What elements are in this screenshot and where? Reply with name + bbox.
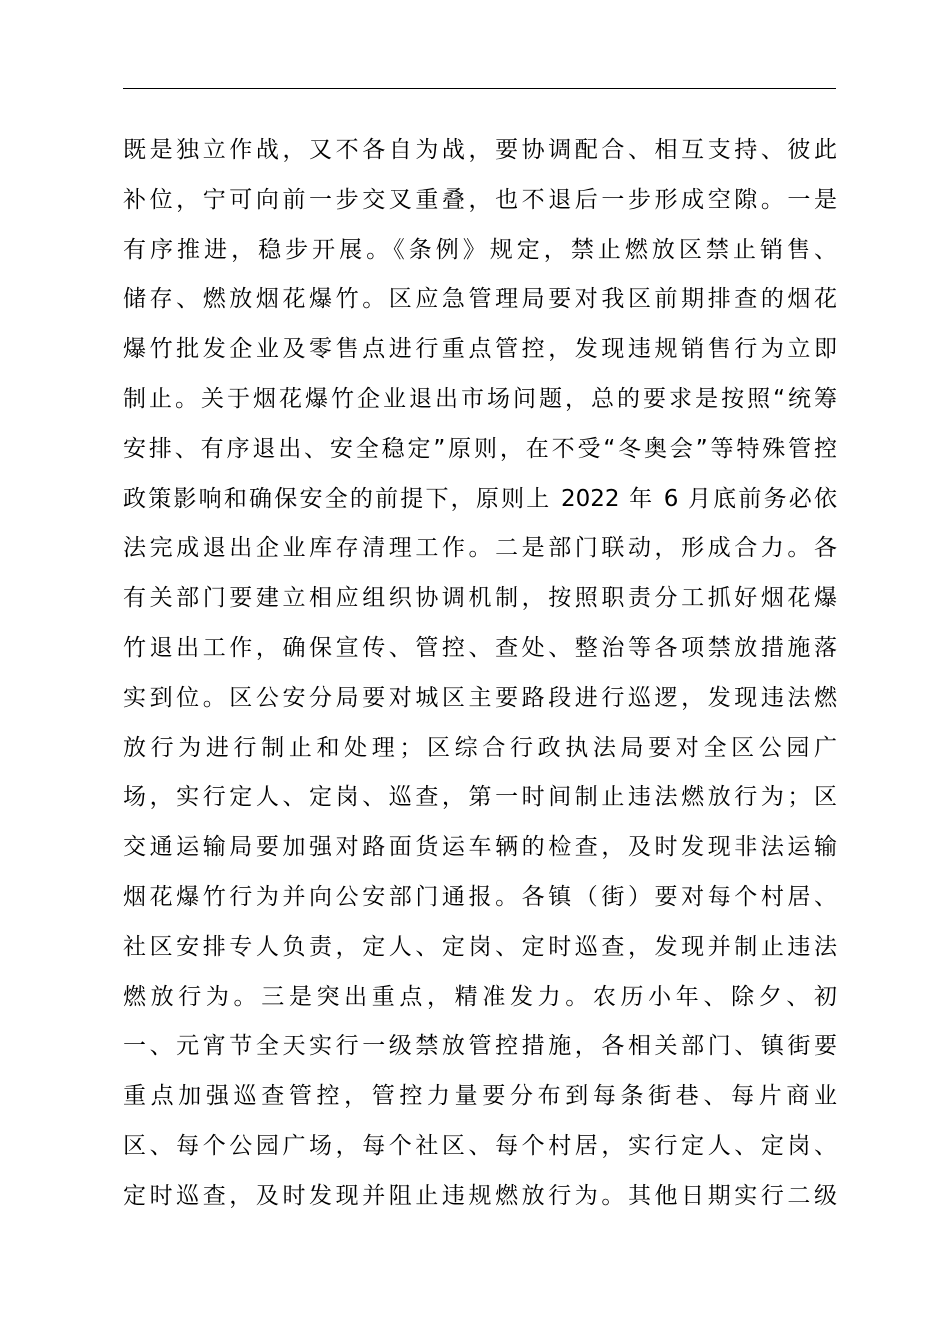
text-line: 竹退出工作，确保宣传、管控、查处、整治等各项禁放措施落 — [123, 634, 837, 661]
text-line: 重点加强巡查管控，管控力量要分布到每条街巷、每片商业 — [123, 1083, 837, 1110]
header-rule — [123, 88, 836, 89]
body-paragraph — [123, 126, 837, 1222]
text-line: 燃放行为。三是突出重点，精准发力。农历小年、除夕、初 — [123, 983, 837, 1010]
text-line: 一、元宵节全天实行一级禁放管控措施，各相关部门、镇街要 — [123, 1033, 837, 1060]
text-line: 安排、有序退出、安全稳定”原则，在不受“冬奥会”等特殊管控 — [123, 435, 837, 462]
text-line: 制止。关于烟花爆竹企业退出市场问题，总的要求是按照“统筹 — [123, 385, 837, 412]
text-line: 实到位。区公安分局要对城区主要路段进行巡逻，发现违法燃 — [123, 684, 837, 711]
text-line: 有序推进，稳步开展。《条例》规定，禁止燃放区禁止销售、 — [123, 236, 837, 263]
text-line: 场，实行定人、定岗、巡查，第一时间制止违法燃放行为；区 — [123, 784, 837, 811]
text-line: 政策影响和确保安全的前提下，原则上 2022 年 6 月底前务必依 — [123, 485, 837, 512]
text-line: 既是独立作战，又不各自为战，要协调配合、相互支持、彼此 — [123, 137, 837, 163]
text-line: 储存、燃放烟花爆竹。区应急管理局要对我区前期排查的烟花 — [123, 286, 837, 313]
text-line: 区、每个公园广场，每个社区、每个村居，实行定人、定岗、 — [123, 1132, 837, 1159]
text-line: 交通运输局要加强对路面货运车辆的检查，及时发现非法运输 — [123, 834, 837, 861]
text-line: 社区安排专人负责，定人、定岗、定时巡查，发现并制止违法 — [123, 933, 837, 960]
text-line: 法完成退出企业库存清理工作。二是部门联动，形成合力。各 — [123, 535, 837, 562]
text-line: 爆竹批发企业及零售点进行重点管控，发现违规销售行为立即 — [123, 336, 837, 363]
text-line: 补位，宁可向前一步交叉重叠，也不退后一步形成空隙。一是 — [123, 186, 837, 213]
text-line: 有关部门要建立相应组织协调机制，按照职责分工抓好烟花爆 — [123, 585, 837, 612]
text-line: 定时巡查，及时发现并阻止违规燃放行为。其他日期实行二级 — [123, 1182, 837, 1209]
text-line: 烟花爆竹行为并向公安部门通报。各镇（街）要对每个村居、 — [123, 883, 837, 910]
text-line: 放行为进行制止和处理；区综合行政执法局要对全区公园广 — [123, 734, 837, 761]
